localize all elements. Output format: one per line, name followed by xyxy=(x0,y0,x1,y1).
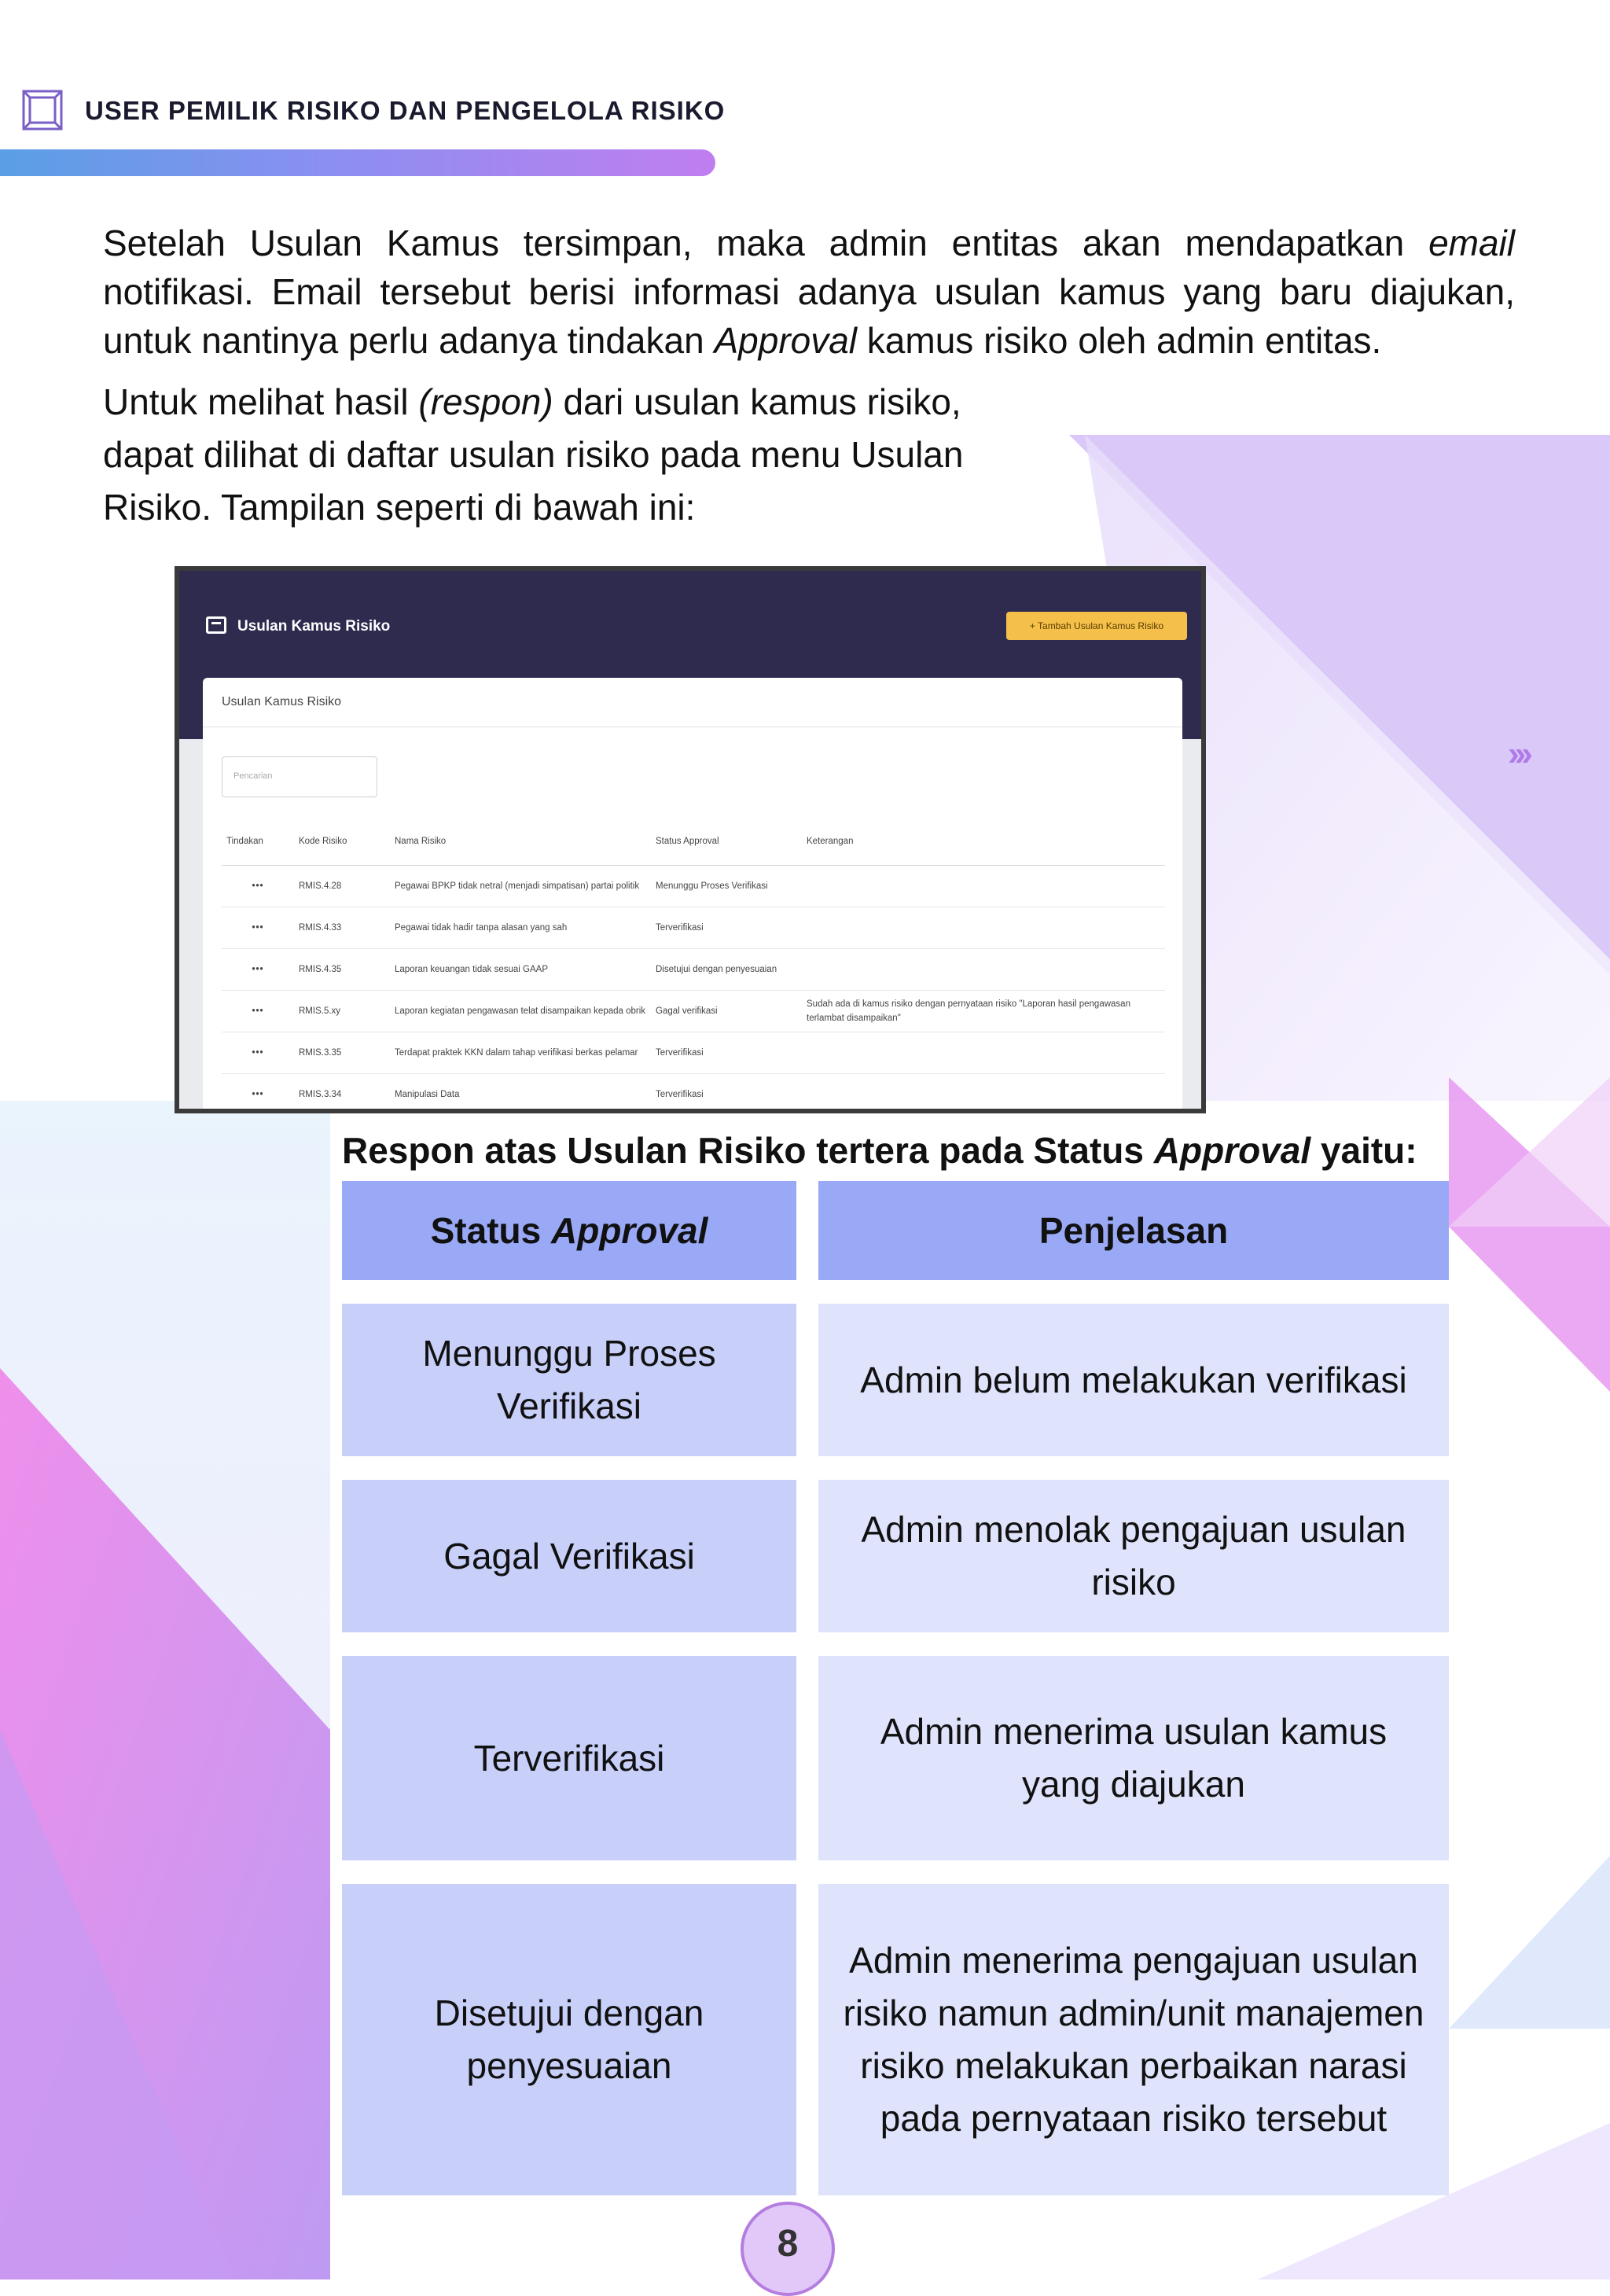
intro-paragraph-2: Untuk melihat hasil (respon) dari usulan kamus risiko, dapat dilihat di daftar usulan risiko pada menu Usulan Risiko. Tampilan seperti di bawah ini: xyxy=(103,381,964,528)
layers-frame-icon xyxy=(20,88,64,132)
row-action-menu[interactable]: ••• xyxy=(222,949,294,991)
window-icon xyxy=(206,616,226,634)
add-usulan-button[interactable]: + Tambah Usulan Kamus Risiko xyxy=(1006,612,1187,640)
explain-cell: Admin menerima pengajuan usulan risiko namun admin/unit manajemen risiko melakukan perbaikan narasi pada pernyataan risiko tersebut xyxy=(818,1884,1449,2195)
table-row: ••• RMIS.5.xy Laporan kegiatan pengawasan telat disampaikan kepada obrik Gagal verifikasi Sudah ada di kamus risiko dengan pernyataan risiko "Laporan hasil pengawasan terlambat disampaikan" xyxy=(222,991,1165,1032)
header-title: USER PEMILIK RISIKO DAN PENGELOLA RISIKO xyxy=(85,96,726,125)
row-action-menu[interactable]: ••• xyxy=(222,991,294,1032)
header-status-approval: Status Approval xyxy=(342,1181,796,1280)
usulan-card xyxy=(203,678,1182,1109)
col-nama: Nama Risiko xyxy=(390,818,651,866)
app-page-title: Usulan Kamus Risiko xyxy=(237,618,391,635)
header-gradient-bar xyxy=(0,149,715,176)
response-title: Respon atas Usulan Risiko tertera pada Status Approval yaitu: xyxy=(342,1130,1417,1171)
usulan-kamus-screenshot xyxy=(175,566,1206,1113)
status-cell: Terverifikasi xyxy=(342,1656,796,1860)
status-cell: Menunggu Proses Verifikasi xyxy=(342,1304,796,1456)
col-kode: Kode Risiko xyxy=(294,818,390,866)
table-row: ••• RMIS.4.35 Laporan keuangan tidak sesuai GAAP Disetujui dengan penyesuaian xyxy=(222,949,1165,991)
row-action-menu[interactable]: ••• xyxy=(222,907,294,949)
table-row: ••• RMIS.4.28 Pegawai BPKP tidak netral (menjadi simpatisan) partai politik Menunggu Proses Verifikasi xyxy=(222,866,1165,907)
explain-cell: Admin belum melakukan verifikasi xyxy=(818,1304,1449,1456)
table-row: ••• RMIS.3.35 Terdapat praktek KKN dalam tahap verifikasi berkas pelamar Terverifikasi xyxy=(222,1032,1165,1074)
col-tindakan: Tindakan xyxy=(222,818,294,866)
row-action-menu[interactable]: ••• xyxy=(222,866,294,907)
row-action-menu[interactable]: ••• xyxy=(222,1032,294,1074)
search-input[interactable]: Pencarian xyxy=(222,756,377,797)
table-row: ••• RMIS.3.34 Manipulasi Data Terverifikasi xyxy=(222,1074,1165,1109)
page-number: 8 xyxy=(777,2223,799,2265)
explain-cell: Admin menerima usulan kamus yang diajukan xyxy=(818,1656,1449,1860)
card-title: Usulan Kamus Risiko xyxy=(222,695,342,708)
col-keterangan: Keterangan xyxy=(802,818,1165,866)
explain-cell: Admin menolak pengajuan usulan risiko xyxy=(818,1480,1449,1632)
row-action-menu[interactable]: ••• xyxy=(222,1074,294,1109)
table-row: ••• RMIS.4.33 Pegawai tidak hadir tanpa alasan yang sah Terverifikasi xyxy=(222,907,1165,949)
intro-paragraph: Setelah Usulan Kamus tersimpan, maka admin entitas akan mendapatkan email notifikasi. Email tersebut berisi informasi adanya usulan kamus yang baru diajukan, untuk nantinya perlu adanya tindakan Approval kamus risiko oleh admin entitas. xyxy=(103,223,1515,361)
col-status: Status Approval xyxy=(651,818,802,866)
status-cell: Gagal Verifikasi xyxy=(342,1480,796,1632)
status-cell: Disetujui dengan penyesuaian xyxy=(342,1884,796,2195)
chevron-right-icon: ››› xyxy=(1508,734,1528,773)
header-penjelasan: Penjelasan xyxy=(818,1181,1449,1280)
usulan-table xyxy=(222,818,1165,1109)
